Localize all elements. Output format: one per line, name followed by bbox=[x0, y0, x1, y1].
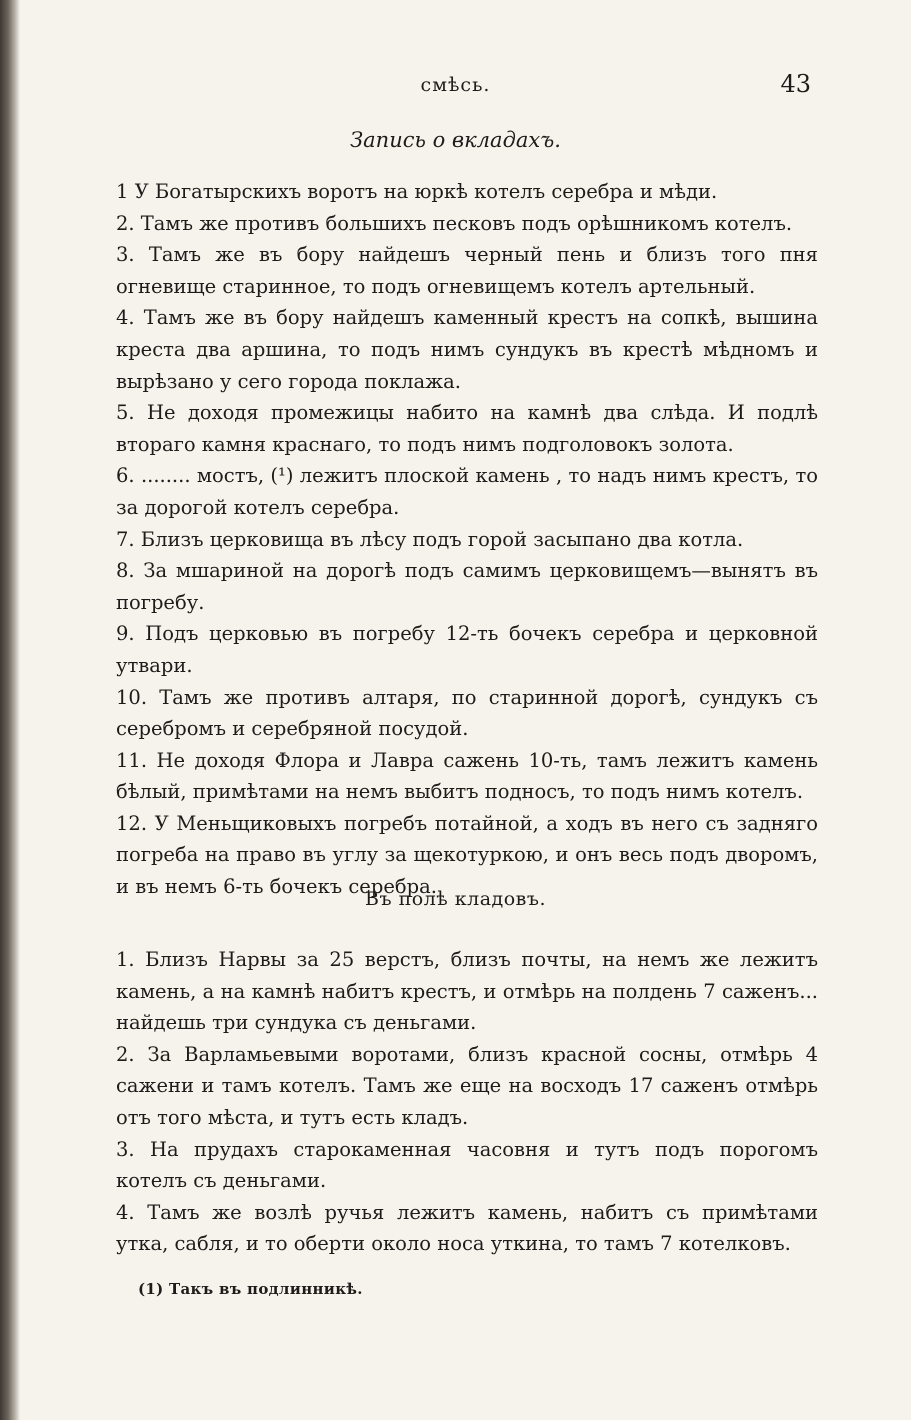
section-title-field-treasures: Въ полѣ кладовъ. bbox=[365, 888, 546, 910]
list-item: 1 У Богатырскихъ воротъ на юркѣ котелъ серебра и мѣди. bbox=[116, 180, 718, 203]
list-item: 4. Тамъ же въ бору найдешъ каменный крестъ на сопкѣ, вышина креста два аршина, то подъ нимъ сундукъ въ крестѣ мѣдномъ и вырѣзано у сего города поклажа. bbox=[116, 306, 818, 393]
list-item: 1. Близъ Нарвы за 25 верстъ, близъ почты, на немъ же лежитъ камень, а на камнѣ набитъ крестъ, и отмѣрь на полдень 7 саженъ... найдешь три сундука съ деньгами. bbox=[116, 948, 818, 1035]
list-item: 9. Подъ церковью въ погребу 12-ть бочекъ серебра и церковной утвари. bbox=[116, 622, 818, 677]
footnote: (1) Такъ въ подлинникѣ. bbox=[138, 1280, 363, 1298]
deposits-list bbox=[116, 176, 818, 903]
list-item: 5. Не доходя промежицы набито на камнѣ два слѣда. И подлѣ втораго камня краснаго, то подъ нимъ подголовокъ золота. bbox=[116, 401, 818, 456]
list-item: 3. Тамъ же въ бору найдешъ черный пень и близъ того пня огневище старинное, то подъ огневищемъ котелъ артельный. bbox=[116, 243, 818, 298]
list-item: 8. За мшариной на дорогѣ подъ самимъ церковищемъ—вынятъ въ погребу. bbox=[116, 559, 818, 614]
list-item: 6. ........ мостъ, (¹) лежитъ плоской камень , то надъ нимъ крестъ, то за дорогой котелъ серебра. bbox=[116, 464, 818, 519]
list-item: 12. У Меньщиковыхъ погребъ потайной, а ходъ въ него съ задняго погреба на право въ углу за щекотуркою, и онъ весь подъ дворомъ, и въ немъ 6-ть бочекъ серебра. bbox=[116, 811, 818, 899]
section-title-deposits: Запись о вкладахъ. bbox=[350, 128, 561, 152]
list-item: 11. Не доходя Флора и Лавра сажень 10-ть, тамъ лежитъ камень бѣлый, примѣтами на немъ выбитъ подносъ, то подъ нимъ котелъ. bbox=[116, 748, 818, 804]
running-header: смѣсь. bbox=[420, 74, 491, 96]
field-treasures-list bbox=[116, 944, 818, 1260]
list-item: 7. Близъ церковища въ лѣсу подъ горой засыпано два котла. bbox=[116, 527, 744, 551]
page-number: 43 bbox=[780, 70, 811, 98]
list-item: 4. Тамъ же возлѣ ручья лежитъ камень, набитъ съ примѣтами утка, сабля, и то оберти около носа уткина, то тамъ 7 котелковъ. bbox=[116, 1200, 818, 1256]
list-item: 10. Тамъ же противъ алтаря, по старинной дорогѣ, сундукъ съ серебромъ и серебряной посудой. bbox=[116, 685, 818, 741]
list-item: 2. Тамъ же противъ большихъ песковъ подъ орѣшникомъ котелъ. bbox=[116, 211, 793, 235]
list-item: 3. На прудахъ старокаменная часовня и тутъ подъ порогомъ котелъ съ деньгами. bbox=[116, 1137, 818, 1193]
list-item: 2. За Варламьевыми воротами, близъ красной сосны, отмѣрь 4 сажени и тамъ котелъ. Тамъ же еще на восходъ 17 саженъ отмѣрь отъ того мѣста, и тутъ есть кладъ. bbox=[116, 1042, 818, 1129]
